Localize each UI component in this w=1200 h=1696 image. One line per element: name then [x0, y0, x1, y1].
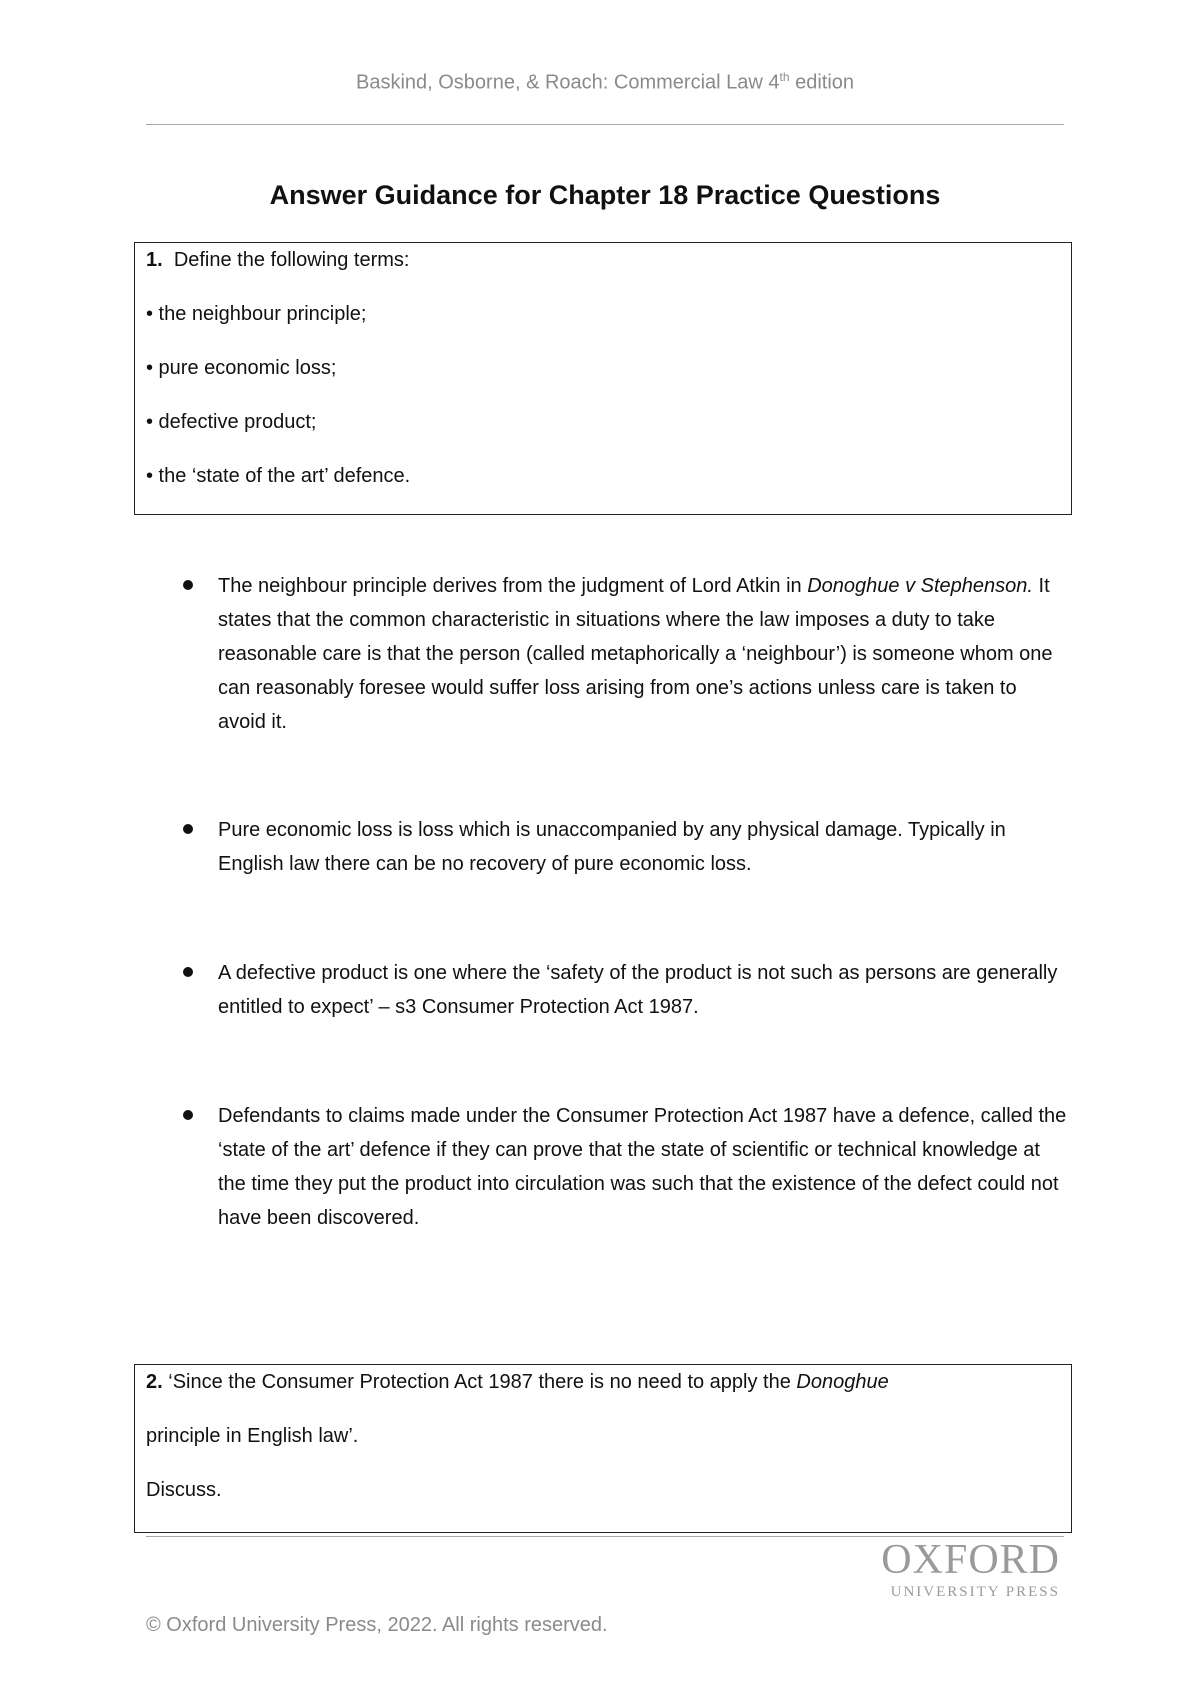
header-rule	[146, 124, 1064, 125]
header-text: Baskind, Osborne, & Roach: Commercial Law 4	[355, 71, 780, 94]
header-sup: th	[779, 70, 790, 84]
answer-pure-economic-loss: Pure economic loss is loss which is unaccompanied by any physical damage. Typically in English law there can be no recovery of pure economic loss.	[218, 819, 1006, 875]
question-2-line-2: principle in English law’.	[146, 1425, 359, 1447]
question-2-case-name: Donoghue	[796, 1371, 889, 1393]
header-suffix: edition	[789, 71, 855, 94]
case-name: Donoghue v Stephenson.	[807, 575, 1033, 597]
question-2-text: ‘Since the Consumer Protection Act 1987 there is no need to apply the	[162, 1371, 797, 1393]
question-1-item: • the neighbour principle;	[146, 303, 367, 325]
oxford-logo	[860, 1538, 1060, 1601]
copyright-footer: © Oxford University Press, 2022. All rights reserved.	[146, 1614, 608, 1636]
bullet-icon	[183, 580, 193, 590]
question-2-line-3: Discuss.	[146, 1479, 222, 1501]
question-2-line-1	[146, 1371, 889, 1394]
question-1-item: • defective product;	[146, 411, 317, 433]
bullet-icon	[183, 1110, 193, 1120]
logo-sub-text: UNIVERSITY PRESS	[890, 1584, 1060, 1600]
question-1-item: • pure economic loss;	[146, 357, 337, 379]
answer-neighbour-principle	[218, 569, 1068, 739]
bullet-icon	[183, 967, 193, 977]
question-1-number: 1.	[146, 249, 163, 271]
logo-main-text: OXFORD	[881, 1537, 1060, 1583]
question-1-box	[134, 242, 1072, 515]
answer-defective-product: A defective product is one where the ‘safety of the product is not such as persons are generally entitled to expect’ – s3 Consumer Protection Act 1987.	[218, 962, 1058, 1018]
running-header	[146, 70, 1064, 95]
question-1-prompt-text: Define the following terms:	[173, 249, 410, 271]
bullet-icon	[183, 824, 193, 834]
page-title: Answer Guidance for Chapter 18 Practice Questions	[269, 180, 941, 210]
answer-text: The neighbour principle derives from the judgment of Lord Atkin in	[218, 575, 808, 597]
question-2-number: 2.	[146, 1371, 163, 1393]
question-1-item: • the ‘state of the art’ defence.	[146, 465, 411, 487]
answer-state-of-art-defence: Defendants to claims made under the Consumer Protection Act 1987 have a defence, called the ‘state of the art’ defence if they can prove that the state of scientific or technical knowledge at the time they put the product into circulation was such that the existence of the defect could not have been discovered.	[218, 1105, 1067, 1229]
answer-text: It states that the common characteristic in situations where the law imposes a duty to take reasonable care is that the person (called metaphorically a ‘neighbour’) is someone whom one can reasonably foresee would suffer loss arising from one’s actions unless care is taken to avoid it.	[218, 575, 1053, 733]
question-2-box	[134, 1364, 1072, 1533]
question-1-prompt	[146, 249, 409, 272]
